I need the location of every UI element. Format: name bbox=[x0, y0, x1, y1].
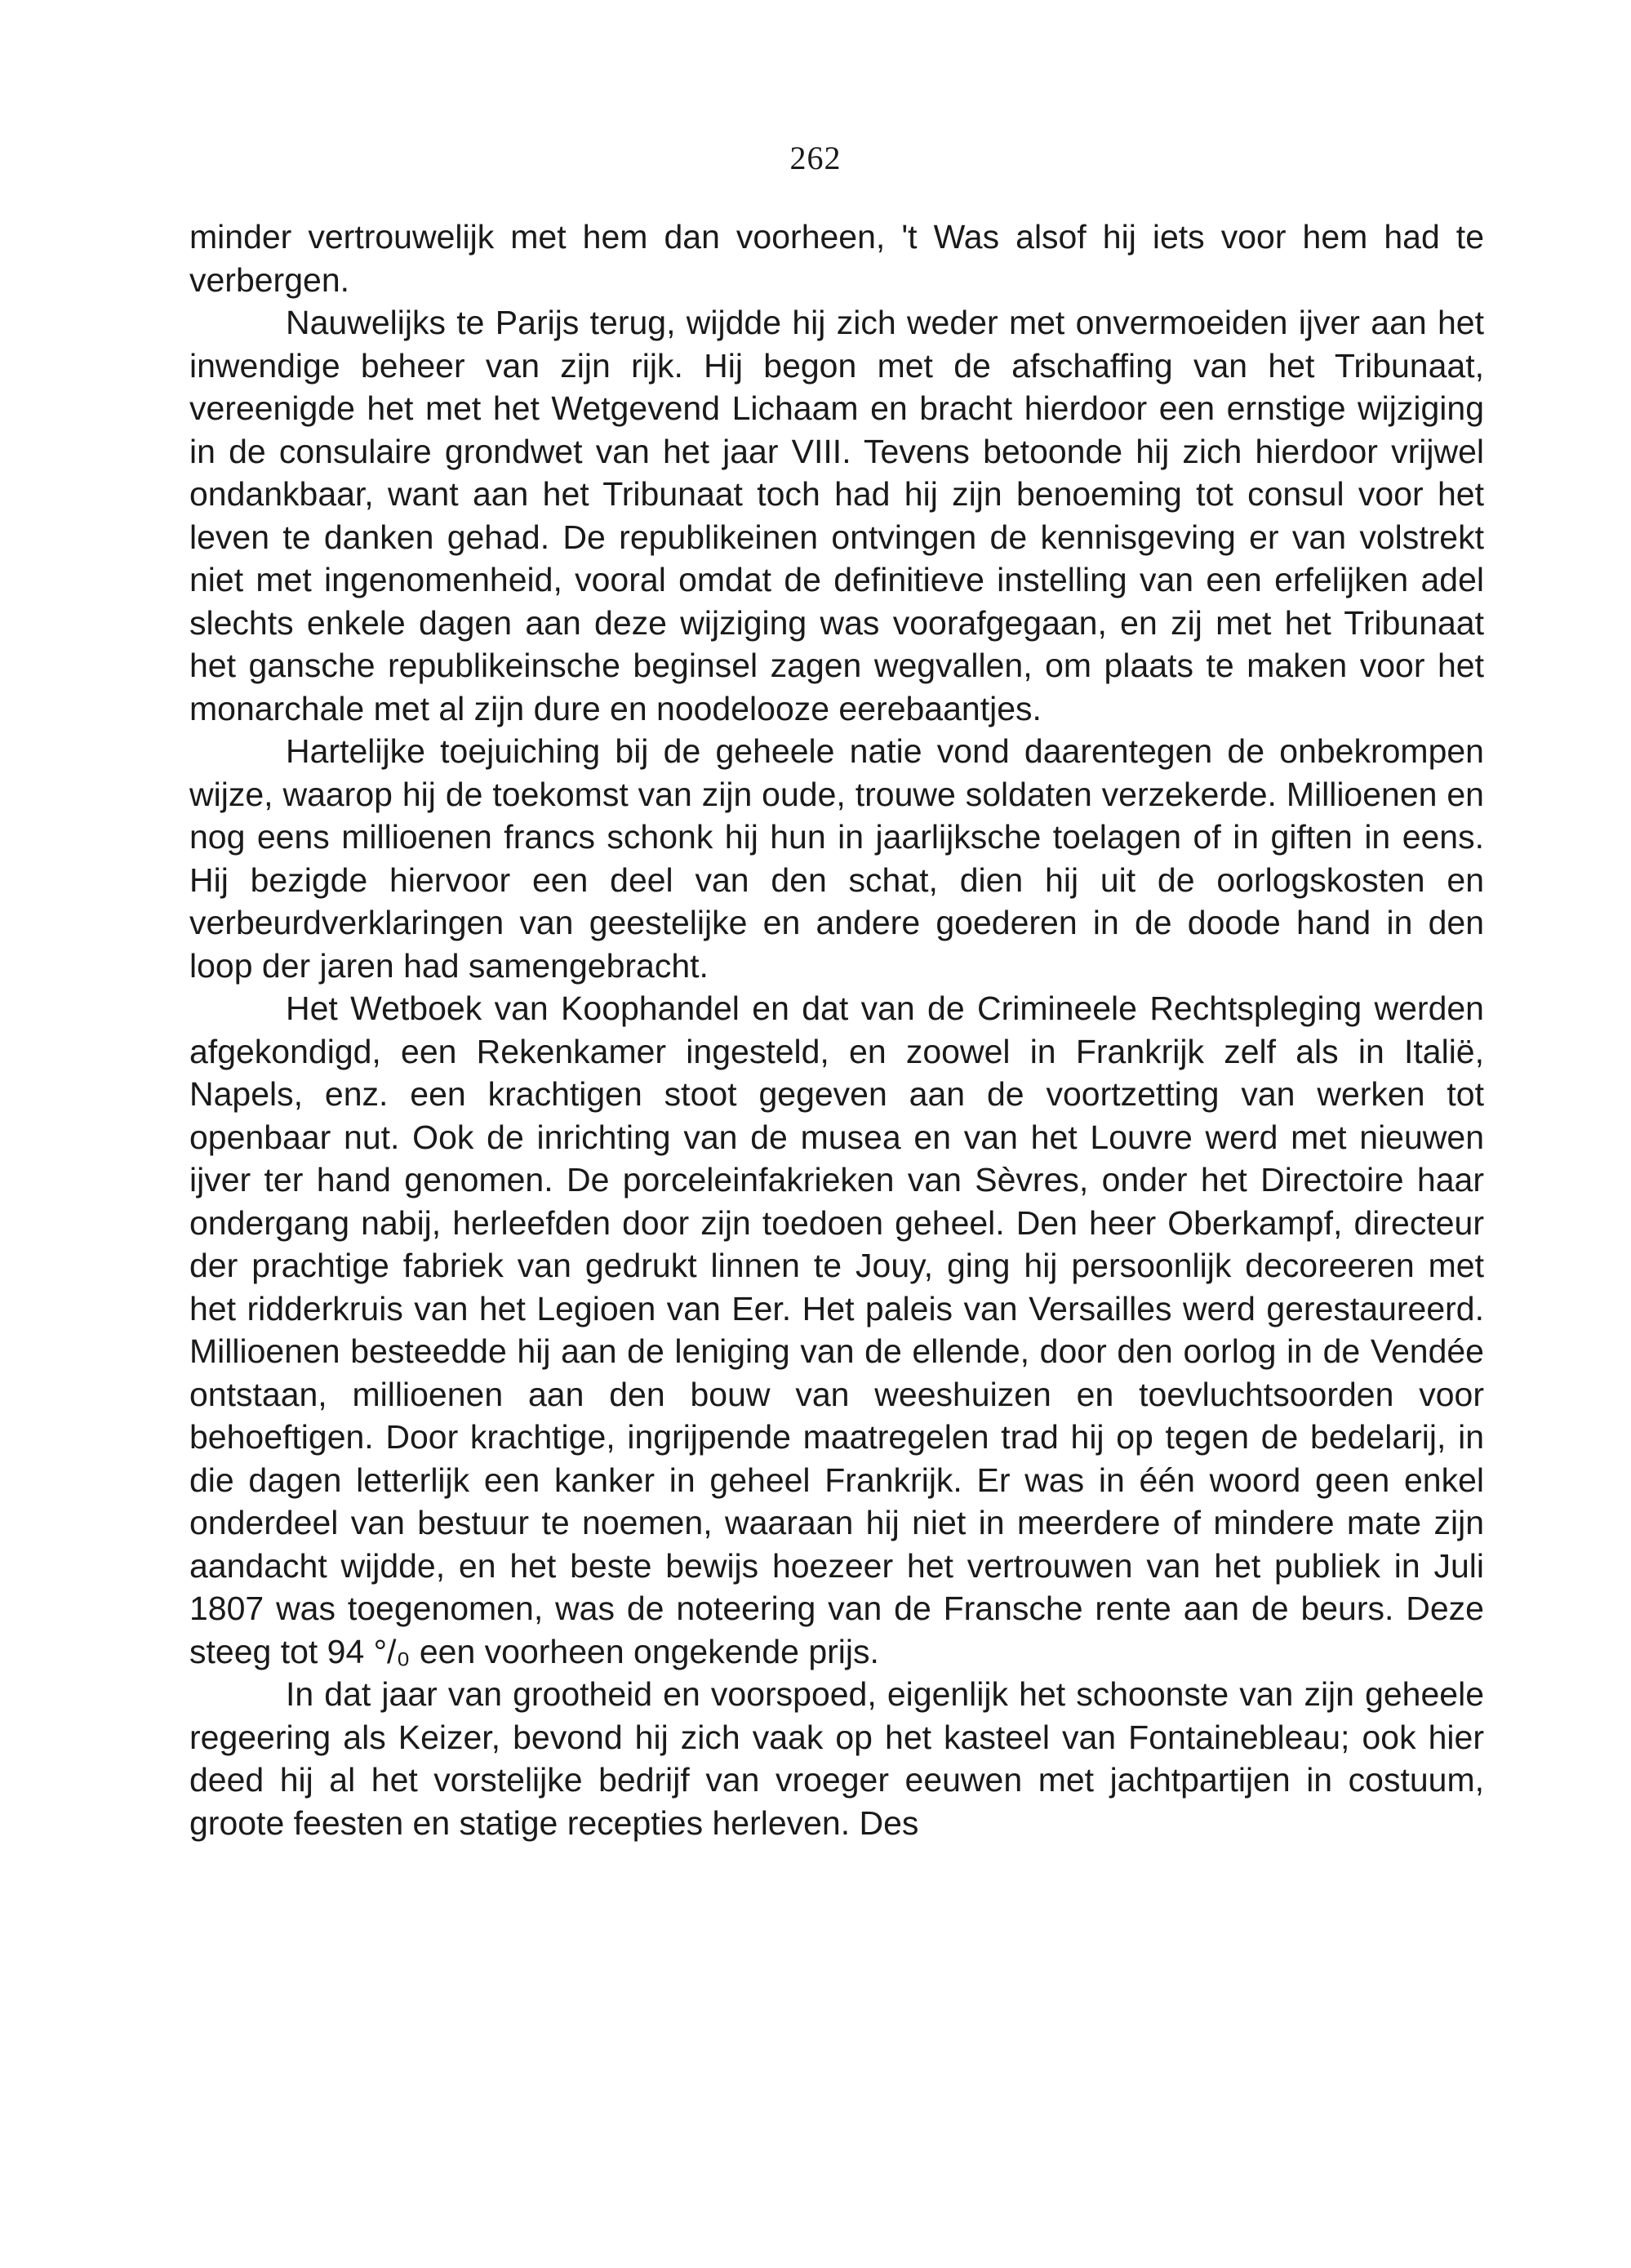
paragraph-3: Hartelijke toejuiching bij de geheele natie vond daarentegen de onbekrompen wijze, waarop hij de toekomst van zijn oude, trouwe soldaten verzekerde. Millioenen en nog eens millioenen francs schonk hij hun in jaarlijksche toelagen of in giften in eens. Hij bezigde hiervoor een deel van den schat, dien hij uit de oorlogskosten en verbeurdverklaringen van geestelijke en andere goederen in de doode hand in den loop der jaren had samengebracht. bbox=[189, 732, 1484, 985]
paragraph-2: Nauwelijks te Parijs terug, wijdde hij zich weder met onvermoeiden ijver aan het inwendige beheer van zijn rijk. Hij begon met de afschaffing van het Tribunaat, vereenigde het met het Wetgevend Lichaam en bracht hierdoor een ernstige wijziging in de consulaire grondwet van het jaar VIII. Tevens betoonde hij zich hierdoor vrijwel ondankbaar, want aan het Tribunaat toch had hij zijn benoeming tot consul voor het leven te danken gehad. De republikeinen ontvingen de kennisgeving er van volstrekt niet met ingenomenheid, vooral omdat de definitieve instelling van een erfelijken adel slechts enkele dagen aan deze wijziging was voorafgegaan, en zij met het Tribunaat het gansche republikeinsche beginsel zagen wegvallen, om plaats te maken voor het monarchale met al zijn dure en noodelooze eerebaantjes. bbox=[189, 304, 1484, 727]
paragraph-5: In dat jaar van grootheid en voorspoed, eigenlijk het schoonste van zijn geheele regeering als Keizer, bevond hij zich vaak op het kasteel van Fontainebleau; ook hier deed hij al het vorstelijke bedrijf van vroeger eeuwen met jachtpartijen in costuum, groote feesten en statige recepties herleven. Des bbox=[189, 1675, 1484, 1842]
page-number: 262 bbox=[789, 140, 842, 176]
body-text bbox=[189, 216, 1484, 1844]
paragraph-4: Het Wetboek van Koophandel en dat van de Crimineele Rechtspleging werden afgekondigd, een Rekenkamer ingesteld, en zoowel in Frankrijk zelf als in Italië, Napels, enz. een krachtigen stoot gegeven aan de voortzetting van werken tot openbaar nut. Ook de inrichting van de musea en van het Louvre werd met nieuwen ijver ter hand genomen. De porceleinfakrieken van Sèvres, onder het Directoire haar ondergang nabij, herleefden door zijn toedoen geheel. Den heer Oberkampf, directeur der prachtige fabriek van gedrukt linnen te Jouy, ging hij persoonlijk decoreeren met het ridderkruis van het Legioen van Eer. Het paleis van Versailles werd gerestaureerd. Millioenen besteedde hij aan de leniging van de ellende, door den oorlog in de Vendée ontstaan, millioenen aan den bouw van weeshuizen en toevluchtsoorden voor behoeftigen. Door krachtige, ingrijpende maatregelen trad hij op tegen de bedelarij, in die dagen letterlijk een kanker in geheel Frankrijk. Er was in één woord geen enkel onderdeel van bestuur te noemen, waaraan hij niet in meerdere of mindere mate zijn aandacht wijdde, en het beste bewijs hoezeer het vertrouwen van het publiek in Juli 1807 was toegenomen, was de noteering van de Fransche rente aan de beurs. Deze steeg tot 94 °/₀ een voorheen ongekende prijs. bbox=[189, 989, 1484, 1670]
paragraph-1: minder vertrouwelijk met hem dan voorheen, 't Was alsof hij iets voor hem had te verbergen. bbox=[189, 218, 1484, 299]
